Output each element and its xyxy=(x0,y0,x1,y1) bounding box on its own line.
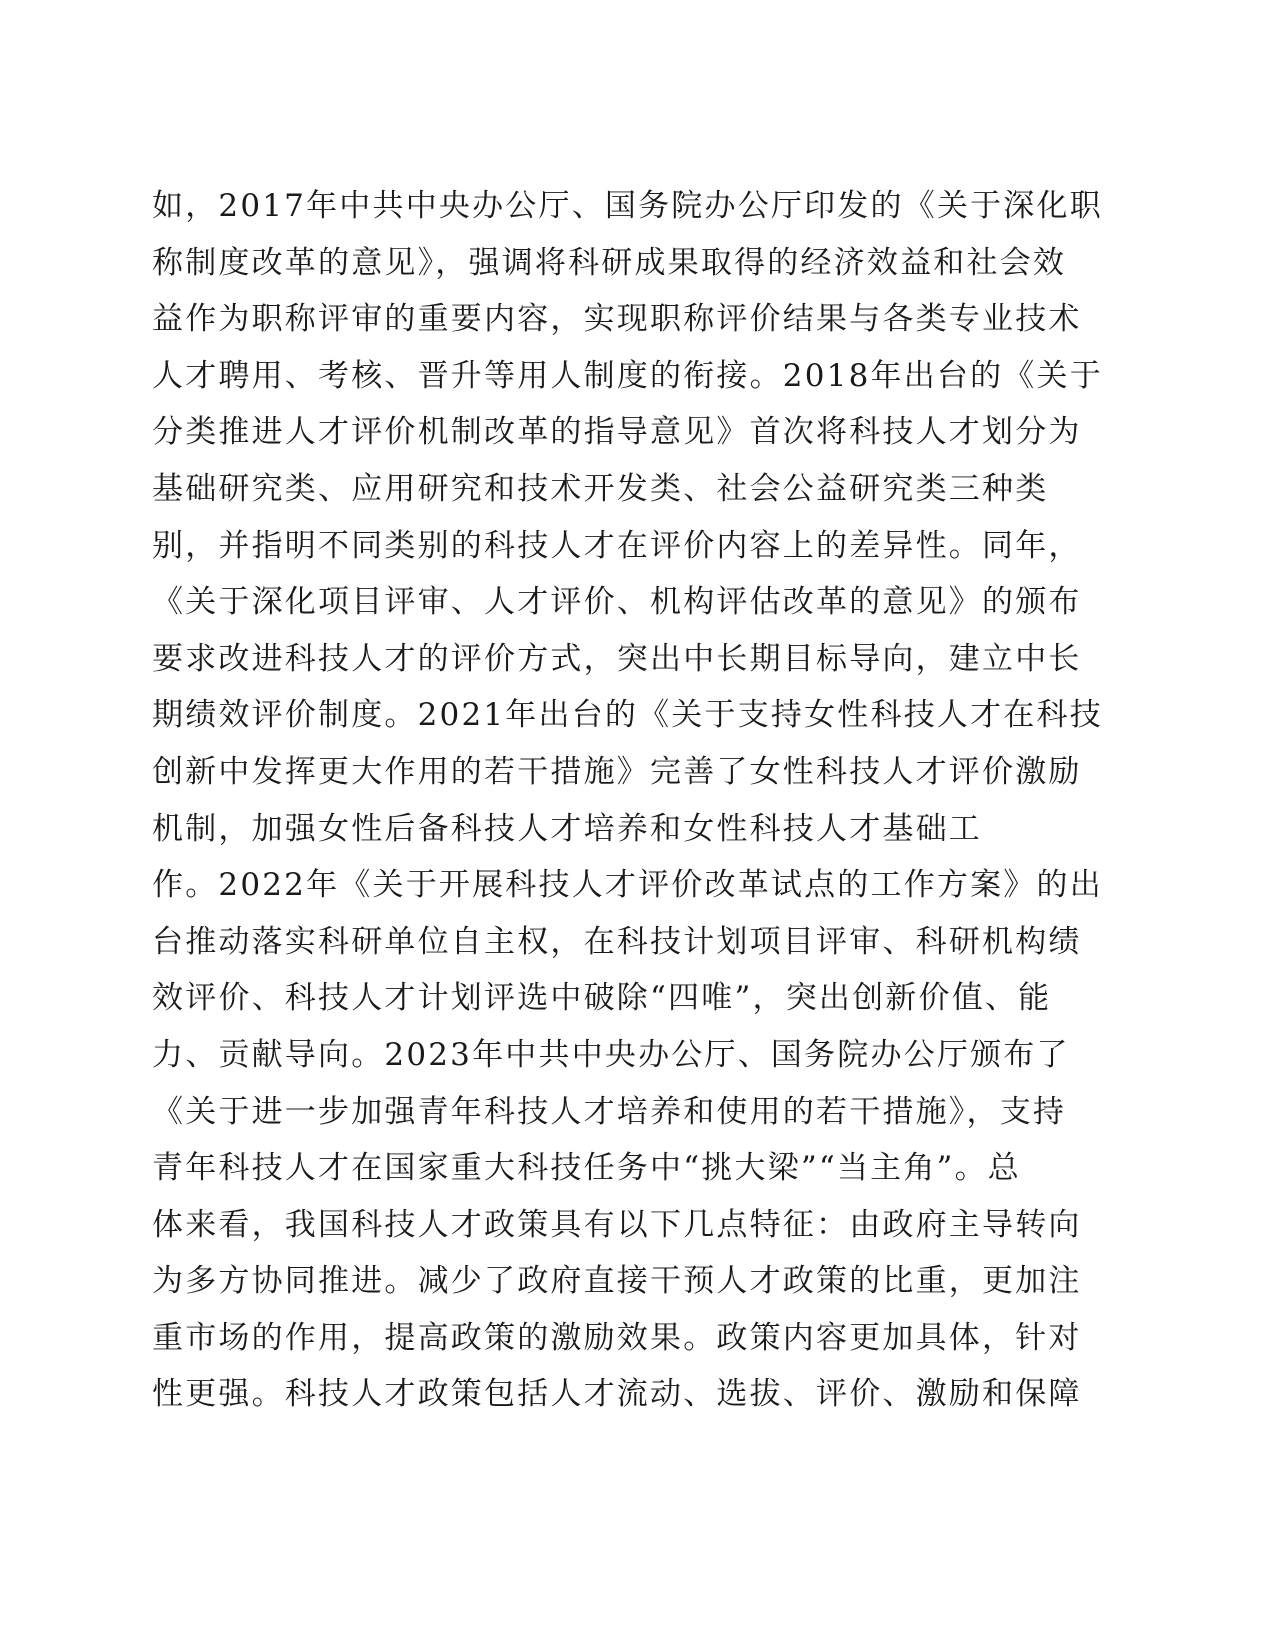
body-paragraph xyxy=(152,178,1103,1423)
text-line: 作。2022年《关于开展科技人才评价改革试点的工作方案》的出 xyxy=(152,867,1103,904)
text-line: 分类推进人才评价机制改革的指导意见》首次将科技人才划分为 xyxy=(152,414,1082,451)
text-line: 力、贡献导向。2023年中共中央办公厅、国务院办公厅颁布了 xyxy=(152,1036,1070,1073)
text-line: 基础研究类、应用研究和技术开发类、社会公益研究类三种类 xyxy=(152,470,1049,507)
text-line: 称制度改革的意见》，强调将科研成果取得的经济效益和社会效 xyxy=(152,244,1067,281)
text-line: 机制，加强女性后备科技人才培养和女性科技人才基础工 xyxy=(152,810,982,847)
text-line: 益作为职称评审的重要内容，实现职称评价结果与各类专业技术 xyxy=(152,301,1082,338)
text-line: 期绩效评价制度。2021年出台的《关于支持女性科技人才在科技 xyxy=(152,697,1103,734)
text-line: 台推动落实科研单位自主权，在科技计划项目评审、科研机构绩 xyxy=(152,923,1082,960)
text-line: 创新中发挥更大作用的若干措施》完善了女性科技人才评价激励 xyxy=(152,753,1082,790)
text-line: 性更强。科技人才政策包括人才流动、选拔、评价、激励和保障 xyxy=(152,1376,1082,1413)
text-line: 体来看，我国科技人才政策具有以下几点特征：由政府主导转向 xyxy=(152,1206,1082,1243)
text-line: 人才聘用、考核、晋升等用人制度的衔接。2018年出台的《关于 xyxy=(152,357,1103,394)
text-line: 为多方协同推进。减少了政府直接干预人才政策的比重，更加注 xyxy=(152,1263,1082,1300)
text-line: 要求改进科技人才的评价方式，突出中长期目标导向，建立中长 xyxy=(152,640,1082,677)
text-line: 别，并指明不同类别的科技人才在评价内容上的差异性。同年， xyxy=(152,527,1082,564)
text-line: 重市场的作用，提高政策的激励效果。政策内容更加具体，针对 xyxy=(152,1319,1082,1356)
text-line: 《关于进一步加强青年科技人才培养和使用的若干措施》，支持 xyxy=(152,1093,1067,1130)
text-line: 如，2017年中共中央办公厅、国务院办公厅印发的《关于深化职 xyxy=(152,188,1103,224)
text-line: 青年科技人才在国家重大科技任务中“挑大梁”“当主角”。总 xyxy=(152,1150,1021,1187)
text-line: 效评价、科技人才计划评选中破除“四唯”，突出创新价值、能 xyxy=(152,980,1052,1017)
text-line: 《关于深化项目评审、人才评价、机构评估改革的意见》的颁布 xyxy=(152,584,1082,621)
